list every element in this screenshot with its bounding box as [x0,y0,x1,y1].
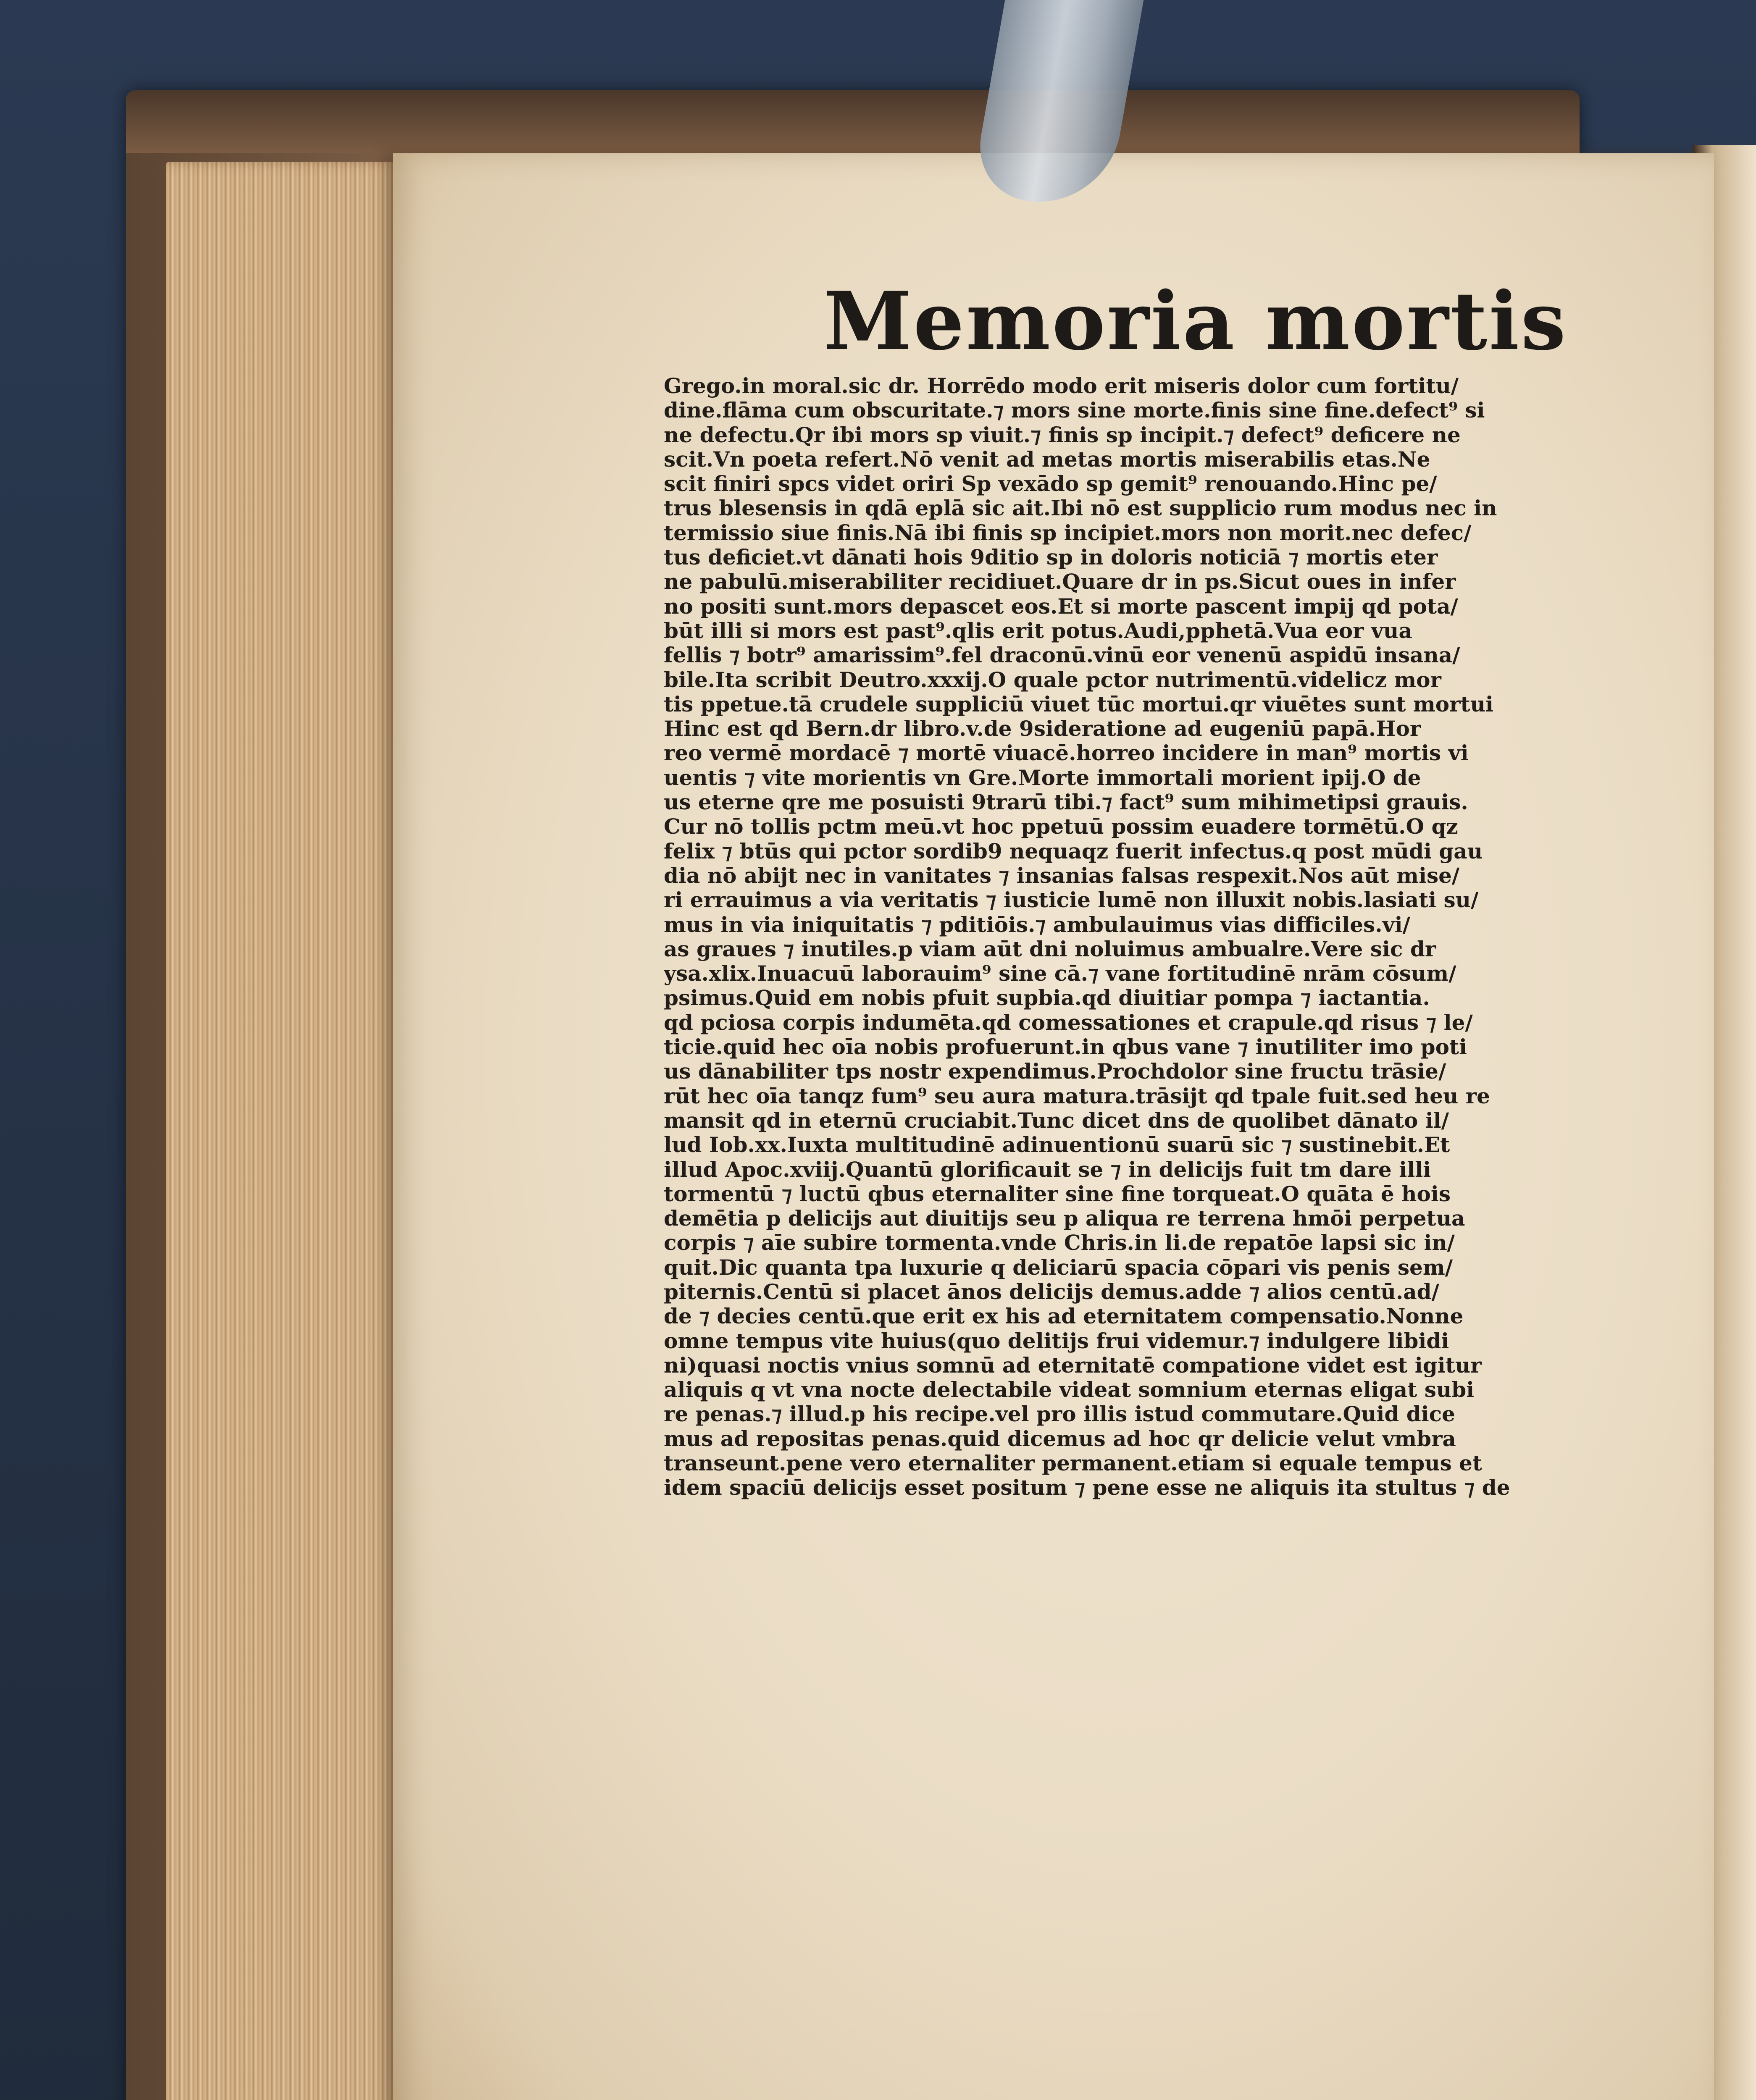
text-line: rūt hec oīa tanqz fum⁹ seu aura matura.trāsijt qd tpale fuit.sed heu re [664,1084,1490,1108]
text-line: no positi sunt.mors depascet eos.Et si morte pascent impij qd pota/ [664,594,1458,619]
text-line: tus deficiet.vt dānati hois 9ditio sp in doloris noticiā ⁊ mortis eter [664,545,1438,570]
text-line: mansit qd in eternū cruciabit.Tunc dicet dns de quolibet dānato il/ [664,1108,1449,1133]
text-line: ri errauimus a via veritatis ⁊ iusticie lumē non illuxit nobis.lasiati su/ [664,888,1479,913]
text-line: termissio siue finis.Nā ibi finis sp incipiet.mors non morit.nec defec/ [664,520,1472,545]
text-line: tormentū ⁊ luctū qbus eternaliter sine fine torqueat.O quāta ē hois [664,1181,1451,1206]
text-line: ni)quasi noctis vnius somnū ad eternitatē compatione videt est igitur [664,1353,1482,1378]
text-line: Cur nō tollis pctm meū.vt hoc ppetuū possim euadere tormētū.O qz [664,814,1458,839]
text-line: fellis ⁊ botr⁹ amarissim⁹.fel draconū.vinū eor venenū aspidū insana/ [664,643,1460,668]
text-line: dia nō abijt nec in vanitates ⁊ insanias falsas respexit.Nos aūt mise/ [664,863,1460,888]
page-edges [166,162,401,2100]
text-line: illud Apoc.xviij.Quantū glorificauit se ⁊ in delicijs fuit tm dare illi [664,1157,1431,1182]
text-line: felix ⁊ btūs qui pctor sordib9 nequaqz fuerit infectus.q post mūdi gau [664,839,1483,864]
text-line: reo vermē mordacē ⁊ mortē viuacē.horreo incidere in man⁹ mortis vi [664,741,1469,766]
text-line: Hinc est qd Bern.dr libro.v.de 9sideratione ad eugeniū papā.Hor [664,717,1421,741]
text-line: re penas.⁊ illud.p his recipe.vel pro illis istud commutare.Quid dice [664,1402,1455,1427]
text-line: de ⁊ decies centū.que erit ex his ad eternitatem compensatio.Nonne [664,1304,1464,1329]
text-line: tis ppetue.tā crudele suppliciū viuet tūc mortui.qr viuētes sunt mortui [664,692,1493,717]
text-line: ne pabulū.miserabiliter recidiuet.Quare dr in ps.Sicut oues in infer [664,570,1456,594]
text-line: mus ad repositas penas.quid dicemus ad hoc qr delicie velut vmbra [664,1426,1456,1451]
text-line: mus in via iniquitatis ⁊ pditiōis.⁊ ambulauimus vias difficiles.vi/ [664,912,1410,937]
text-line: aliquis q vt vna nocte delectabile videat somnium eternas eligat subi [664,1378,1475,1402]
text-line: corpis ⁊ aīe subire tormenta.vnde Chris.in li.de repatōe lapsi sic in/ [664,1231,1455,1255]
text-line: dine.flāma cum obscuritate.⁊ mors sine morte.finis sine fine.defect⁹ si [664,398,1485,423]
text-line: qd pciosa corpis indumēta.qd comessationes et crapule.qd risus ⁊ le/ [664,1010,1473,1035]
text-line: uentis ⁊ vite morientis vn Gre.Morte immortali morient ipij.O de [664,765,1421,790]
text-line: Grego.in moral.sic dr. Horrēdo modo erit miseris dolor cum fortitu/ [664,374,1459,398]
text-line: ne defectu.Qr ibi mors sp viuit.⁊ finis sp incipit.⁊ defect⁹ deficere ne [664,423,1461,447]
book-cover-top-edge [126,90,1580,153]
text-line: scit.Vn poeta refert.Nō venit ad metas mortis miserabilis etas.Ne [664,447,1430,472]
text-line: ticie.quid hec oīa nobis profuerunt.in qbus vane ⁊ inutiliter imo poti [664,1035,1467,1060]
body-text [664,374,1588,1500]
page-title: Memoria mortis [823,274,1568,368]
text-line: trus blesensis in qdā eplā sic ait.Ibi nō est supplicio rum modus nec in [664,496,1497,521]
text-line: būt illi si mors est past⁹.qlis erit potus.Audi,pphetā.Vua eor vua [664,618,1412,643]
text-line: psimus.Quid em nobis pfuit supbia.qd diuitiar pompa ⁊ iactantia. [664,986,1430,1011]
text-line: us dānabiliter tps nostr expendimus.Prochdolor sine fructu trāsie/ [664,1059,1446,1084]
text-line: quit.Dic quanta tpa luxurie q deliciarū spacia cōpari vis penis sem/ [664,1255,1453,1280]
text-line: bile.Ita scribit Deutro.xxxij.O quale pctor nutrimentū.videlicz mor [664,667,1441,692]
text-line: omne tempus vite huius(quo delitijs frui videmur.⁊ indulgere libidi [664,1328,1449,1353]
text-line: demētia p delicijs aut diuitijs seu p aliqua re terrena hmōi perpetua [664,1206,1465,1231]
text-line: idem spaciū delicijs esset positum ⁊ pene esse ne aliquis ita stultus ⁊ de [664,1475,1510,1500]
text-line: transeunt.pene vero eternaliter permanent.etiam si equale tempus et [664,1451,1483,1476]
text-line: us eterne qre me posuisti 9trarū tibi.⁊ fact⁹ sum mihimetipsi grauis. [664,790,1468,815]
text-line: ysa.xlix.Inuacuū laborauim⁹ sine cā.⁊ vane fortitudinē nrām cōsum/ [664,961,1456,986]
text-line: as graues ⁊ inutiles.p viam aūt dni noluimus ambualre.Vere sic dr [664,937,1436,961]
text-line: lud Iob.xx.Iuxta multitudinē adinuentionū suarū sic ⁊ sustinebit.Et [664,1133,1450,1158]
text-line: piternis.Centū si placet ānos delicijs demus.adde ⁊ alios centū.ad/ [664,1279,1439,1304]
text-line: scit finiri spcs videt oriri Sp vexādo sp gemit⁹ renouando.Hinc pe/ [664,472,1437,496]
